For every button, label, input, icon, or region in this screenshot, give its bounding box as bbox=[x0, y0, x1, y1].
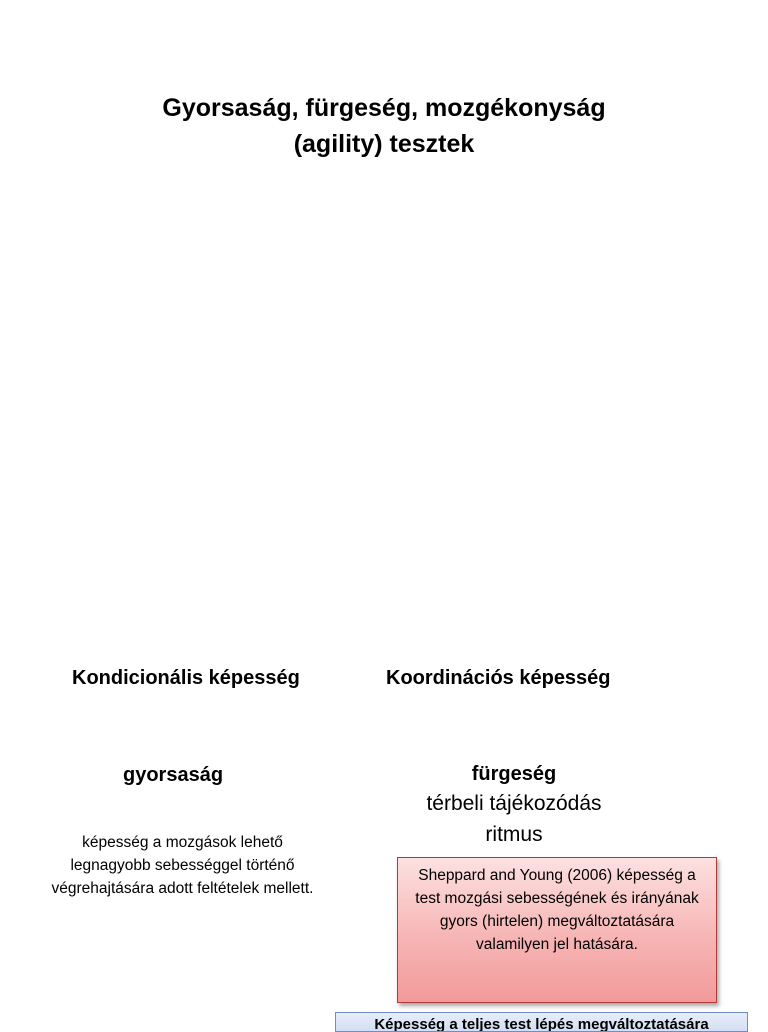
spatial-orientation-term: térbeli tájékozódás bbox=[426, 792, 602, 815]
coordination-ability-heading: Koordinációs képesség bbox=[386, 667, 611, 689]
slide-title bbox=[0, 90, 768, 162]
speed-definition: képesség a mozgások lehető legnagyobb sebességgel történő végrehajtására adott feltételek mellett. bbox=[51, 834, 314, 897]
agility-term: fürgeség bbox=[471, 763, 557, 785]
whole-body-change-text: Képesség a teljes test lépés megváltoztatására bbox=[374, 1016, 709, 1032]
speed-term: gyorsaság bbox=[123, 764, 224, 786]
slide-title-line-2: (agility) tesztek bbox=[293, 130, 475, 158]
coordination-terms bbox=[394, 760, 634, 850]
slide-title-line-1: Gyorsaság, fürgeség, mozgékonyság bbox=[162, 94, 606, 122]
rhythm-term: ritmus bbox=[485, 823, 543, 846]
whole-body-change-box bbox=[335, 1012, 748, 1032]
conditional-ability-heading: Kondicionális képesség bbox=[72, 667, 300, 689]
agility-definition-box bbox=[397, 857, 717, 1003]
agility-definition-text: Sheppard and Young (2006) képesség a test mozgási sebességének és irányának gyors (hirtelen) megváltoztatására valamilyen jel hatására. bbox=[415, 867, 699, 953]
